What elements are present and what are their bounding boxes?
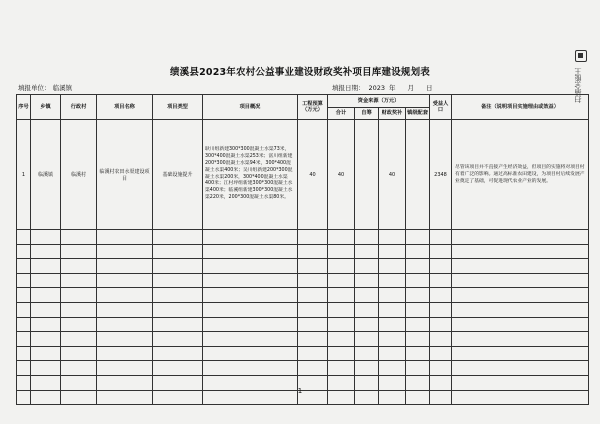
fill-date-year-unit: 年 xyxy=(389,84,396,92)
empty-cell xyxy=(379,259,406,274)
empty-cell xyxy=(355,317,379,332)
empty-cell xyxy=(153,230,203,245)
empty-cell xyxy=(97,302,153,317)
empty-cell xyxy=(328,332,355,347)
cell-town-match xyxy=(406,120,430,230)
empty-cell xyxy=(406,244,430,259)
empty-cell xyxy=(203,244,298,259)
empty-cell xyxy=(328,259,355,274)
header-funding-source: 资金来源（万元） xyxy=(328,95,430,108)
empty-cell xyxy=(298,361,328,376)
empty-cell xyxy=(355,332,379,347)
empty-cell xyxy=(203,302,298,317)
empty-cell xyxy=(298,230,328,245)
empty-cell xyxy=(328,361,355,376)
empty-cell xyxy=(31,317,61,332)
header-town: 乡镇 xyxy=(31,95,61,120)
table-row-empty xyxy=(17,288,589,303)
cell-beneficiaries: 2348 xyxy=(430,120,452,230)
empty-cell xyxy=(298,317,328,332)
empty-cell xyxy=(298,302,328,317)
empty-cell xyxy=(430,259,452,274)
table-row-empty xyxy=(17,302,589,317)
table-row-empty xyxy=(17,273,589,288)
empty-cell xyxy=(153,259,203,274)
empty-cell xyxy=(430,346,452,361)
cell-seq: 1 xyxy=(17,120,31,230)
empty-cell xyxy=(379,361,406,376)
empty-cell xyxy=(355,230,379,245)
table-row-empty xyxy=(17,259,589,274)
empty-cell xyxy=(97,273,153,288)
empty-cell xyxy=(203,346,298,361)
empty-cell xyxy=(355,346,379,361)
table-row-empty xyxy=(17,230,589,245)
scanner-brand: 扫描全能王 xyxy=(574,68,582,103)
empty-cell xyxy=(97,230,153,245)
empty-cell xyxy=(355,302,379,317)
empty-cell xyxy=(328,230,355,245)
header-total: 合计 xyxy=(328,108,355,120)
header-project-type: 项目类型 xyxy=(153,95,203,120)
empty-cell xyxy=(298,332,328,347)
empty-cell xyxy=(203,361,298,376)
fill-unit-label: 填报单位： xyxy=(18,84,51,92)
empty-cell xyxy=(31,302,61,317)
empty-cell xyxy=(17,302,31,317)
cell-subsidy: 40 xyxy=(379,120,406,230)
empty-cell xyxy=(430,317,452,332)
empty-cell xyxy=(406,346,430,361)
header-subsidy: 财政奖补 xyxy=(379,108,406,120)
empty-cell xyxy=(31,332,61,347)
empty-cell xyxy=(452,230,589,245)
table-row-empty xyxy=(17,361,589,376)
header-overview: 项目概况 xyxy=(203,95,298,120)
empty-cell xyxy=(452,332,589,347)
empty-cell xyxy=(379,346,406,361)
empty-cell xyxy=(452,346,589,361)
empty-cell xyxy=(355,361,379,376)
empty-cell xyxy=(328,302,355,317)
cell-town: 临溪镇 xyxy=(31,120,61,230)
empty-cell xyxy=(406,259,430,274)
cell-budget: 40 xyxy=(298,120,328,230)
empty-cell xyxy=(31,361,61,376)
empty-cell xyxy=(298,273,328,288)
empty-cell xyxy=(31,259,61,274)
empty-cell xyxy=(31,288,61,303)
empty-cell xyxy=(17,361,31,376)
empty-cell xyxy=(328,346,355,361)
page-title: 绩溪县2023年农村公益事业建设财政奖补项目库建设规划表 xyxy=(169,67,431,78)
empty-cell xyxy=(61,332,97,347)
empty-cell xyxy=(298,288,328,303)
empty-cell xyxy=(61,244,97,259)
empty-cell xyxy=(379,288,406,303)
empty-cell xyxy=(379,332,406,347)
table-row-empty xyxy=(17,332,589,347)
fill-date-day-unit: 日 xyxy=(426,84,433,92)
empty-cell xyxy=(203,332,298,347)
empty-cell xyxy=(31,244,61,259)
empty-cell xyxy=(430,302,452,317)
empty-cell xyxy=(203,288,298,303)
empty-cell xyxy=(97,332,153,347)
empty-cell xyxy=(17,288,31,303)
empty-cell xyxy=(153,346,203,361)
empty-cell xyxy=(430,230,452,245)
empty-cell xyxy=(61,259,97,274)
empty-cell xyxy=(406,288,430,303)
header-self-raised: 自筹 xyxy=(355,108,379,120)
empty-cell xyxy=(97,346,153,361)
fill-date-label: 填报日期： xyxy=(332,84,365,92)
empty-cell xyxy=(31,273,61,288)
empty-cell xyxy=(17,332,31,347)
fill-date xyxy=(332,83,437,92)
empty-cell xyxy=(328,317,355,332)
table-row-empty xyxy=(17,244,589,259)
empty-cell xyxy=(328,273,355,288)
empty-cell xyxy=(452,302,589,317)
empty-cell xyxy=(406,302,430,317)
empty-cell xyxy=(203,273,298,288)
empty-cell xyxy=(61,302,97,317)
header-remarks: 备注（说明项目实施理由或效益） xyxy=(452,95,589,120)
empty-cell xyxy=(298,259,328,274)
table-row xyxy=(17,120,589,230)
empty-cell xyxy=(452,259,589,274)
empty-cell xyxy=(379,302,406,317)
empty-cell xyxy=(17,346,31,361)
header-beneficiaries: 受益人口 xyxy=(430,95,452,120)
project-table xyxy=(16,94,589,405)
empty-cell xyxy=(61,361,97,376)
header-seq: 序号 xyxy=(17,95,31,120)
fill-date-month-unit: 月 xyxy=(407,84,415,92)
cell-overview: 耿川组新建300*300混凝土水渠73米，300*400混凝土水渠253米；富川组新建200*300混凝土水渠94米，300*400混凝土水渠400米；吴川组新建200*300混凝土水渠200米，300*400混凝土水渠400米；江村坪组新建300*300混凝土水渠400米；临溪组新建300*300混凝土水渠220米，200*300混凝土水渠80米。 xyxy=(203,120,298,230)
cell-project-name: 临溪村农田水渠建设项目 xyxy=(97,120,153,230)
empty-cell xyxy=(153,317,203,332)
empty-cell xyxy=(153,302,203,317)
empty-cell xyxy=(153,273,203,288)
empty-cell xyxy=(430,244,452,259)
page-number: 1 xyxy=(297,387,303,395)
empty-cell xyxy=(61,346,97,361)
empty-cell xyxy=(406,361,430,376)
empty-cell xyxy=(355,288,379,303)
empty-cell xyxy=(298,244,328,259)
empty-cell xyxy=(61,288,97,303)
empty-cell xyxy=(17,259,31,274)
empty-cell xyxy=(406,332,430,347)
empty-cell xyxy=(17,244,31,259)
empty-cell xyxy=(61,317,97,332)
cell-self-raised xyxy=(355,120,379,230)
empty-cell xyxy=(328,244,355,259)
empty-cell xyxy=(430,361,452,376)
empty-cell xyxy=(379,273,406,288)
empty-cell xyxy=(452,288,589,303)
table-row-empty xyxy=(17,317,589,332)
empty-cell xyxy=(203,230,298,245)
empty-cell xyxy=(97,244,153,259)
empty-cell xyxy=(379,230,406,245)
empty-cell xyxy=(355,244,379,259)
fill-date-year: 2023 xyxy=(368,84,386,92)
empty-cell xyxy=(406,230,430,245)
empty-cell xyxy=(97,288,153,303)
empty-cell xyxy=(17,273,31,288)
cell-project-type: 基础设施提升 xyxy=(153,120,203,230)
empty-cell xyxy=(379,317,406,332)
cell-village: 临溪村 xyxy=(61,120,97,230)
empty-cell xyxy=(452,361,589,376)
empty-cell xyxy=(203,259,298,274)
table-row-empty xyxy=(17,346,589,361)
empty-cell xyxy=(355,273,379,288)
empty-cell xyxy=(298,346,328,361)
empty-cell xyxy=(17,230,31,245)
empty-cell xyxy=(379,244,406,259)
empty-cell xyxy=(31,230,61,245)
empty-cell xyxy=(430,332,452,347)
empty-cell xyxy=(61,230,97,245)
empty-cell xyxy=(153,288,203,303)
empty-cell xyxy=(153,244,203,259)
empty-cell xyxy=(203,317,298,332)
empty-cell xyxy=(153,361,203,376)
empty-cell xyxy=(97,317,153,332)
empty-cell xyxy=(430,273,452,288)
header-village: 行政村 xyxy=(61,95,97,120)
empty-cell xyxy=(97,259,153,274)
cell-remarks: 尽管该项目并不直接产生经济效益，但项目的实施将对项目村有着广泛的影响。通过高标准农田建设，为项目村后续发展产业奠定了基础，可促进现代农业产业的发展。 xyxy=(452,120,589,230)
empty-cell xyxy=(406,273,430,288)
empty-cell xyxy=(452,317,589,332)
empty-cell xyxy=(452,273,589,288)
empty-cell xyxy=(452,244,589,259)
cell-total: 40 xyxy=(328,120,355,230)
empty-cell xyxy=(430,288,452,303)
empty-cell xyxy=(17,317,31,332)
header-budget: 工程预算（万元） xyxy=(298,95,328,120)
qr-scanner-icon xyxy=(575,50,587,62)
empty-cell xyxy=(355,259,379,274)
header-project-name: 项目名称 xyxy=(97,95,153,120)
empty-cell xyxy=(31,346,61,361)
header-town-match: 镇级配套 xyxy=(406,108,430,120)
empty-cell xyxy=(406,317,430,332)
empty-cell xyxy=(97,361,153,376)
empty-cell xyxy=(328,288,355,303)
fill-unit-value: 临溪镇 xyxy=(52,84,73,92)
fill-unit xyxy=(18,83,72,92)
empty-cell xyxy=(61,273,97,288)
empty-cell xyxy=(153,332,203,347)
